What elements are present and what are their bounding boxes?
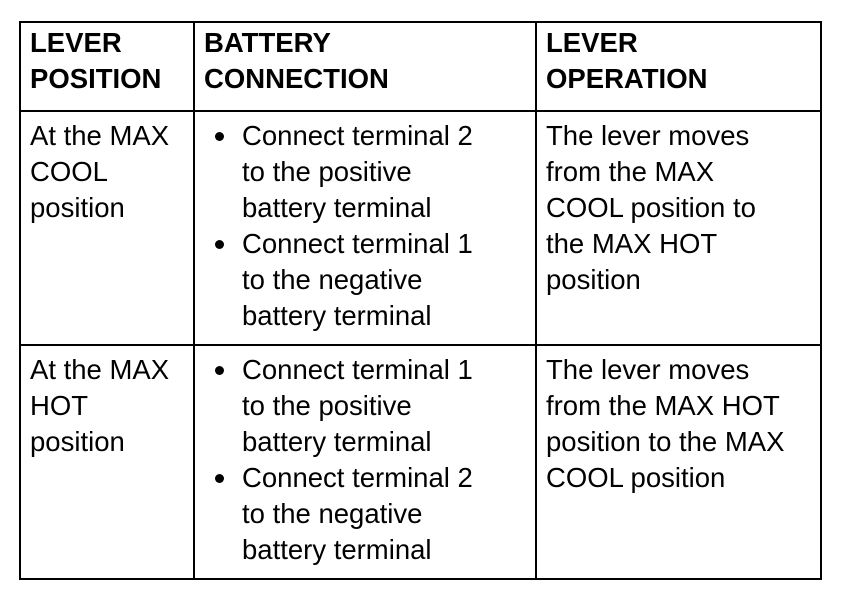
cell-text: to the positive [242, 156, 412, 187]
table-row [20, 111, 821, 345]
cell-text: battery terminal [242, 300, 432, 331]
header-row [20, 22, 821, 111]
position-cell [20, 345, 194, 579]
cell-text: to the positive [242, 390, 412, 421]
operation-cell [536, 111, 821, 345]
list-item [242, 352, 527, 460]
cell-text: Connect terminal 1 [242, 228, 473, 259]
cell-text: position to the MAX [546, 426, 785, 457]
cell-text: At the MAX [30, 120, 170, 151]
cell-text: Connect terminal 1 [242, 354, 473, 385]
header-battery-connection [194, 22, 536, 111]
cell-text: battery terminal [242, 534, 432, 565]
bullet-icon [215, 240, 224, 249]
header-text: POSITION [30, 63, 162, 94]
connection-cell [194, 111, 536, 345]
cell-text: from the MAX HOT [546, 390, 780, 421]
header-lever-operation [536, 22, 821, 111]
table-row [20, 345, 821, 579]
position-cell [20, 111, 194, 345]
header-text: LEVER [546, 27, 638, 58]
list-item [242, 226, 527, 334]
cell-text: position [546, 264, 641, 295]
cell-text: battery terminal [242, 426, 432, 457]
operation-cell [536, 345, 821, 579]
lever-battery-table [19, 21, 822, 580]
cell-text: position [30, 426, 125, 457]
header-text: BATTERY [204, 27, 331, 58]
cell-text: COOL [30, 156, 108, 187]
cell-text: At the MAX [30, 354, 170, 385]
header-text: LEVER [30, 27, 122, 58]
cell-text: to the negative [242, 498, 423, 529]
header-lever-position [20, 22, 194, 111]
bullet-icon [215, 132, 224, 141]
header-text: OPERATION [546, 63, 708, 94]
cell-text: from the MAX [546, 156, 715, 187]
header-text: CONNECTION [204, 63, 389, 94]
cell-text: The lever moves [546, 354, 750, 385]
cell-text: Connect terminal 2 [242, 120, 473, 151]
cell-text: position [30, 192, 125, 223]
cell-text: to the negative [242, 264, 423, 295]
connection-cell [194, 345, 536, 579]
cell-text: Connect terminal 2 [242, 462, 473, 493]
cell-text: The lever moves [546, 120, 750, 151]
list-item [242, 118, 527, 226]
cell-text: COOL position to [546, 192, 756, 223]
list-item [242, 460, 527, 568]
connection-list [204, 118, 527, 334]
connection-list [204, 352, 527, 568]
cell-text: battery terminal [242, 192, 432, 223]
cell-text: COOL position [546, 462, 726, 493]
bullet-icon [215, 366, 224, 375]
cell-text: the MAX HOT [546, 228, 718, 259]
cell-text: HOT [30, 390, 89, 421]
bullet-icon [215, 474, 224, 483]
